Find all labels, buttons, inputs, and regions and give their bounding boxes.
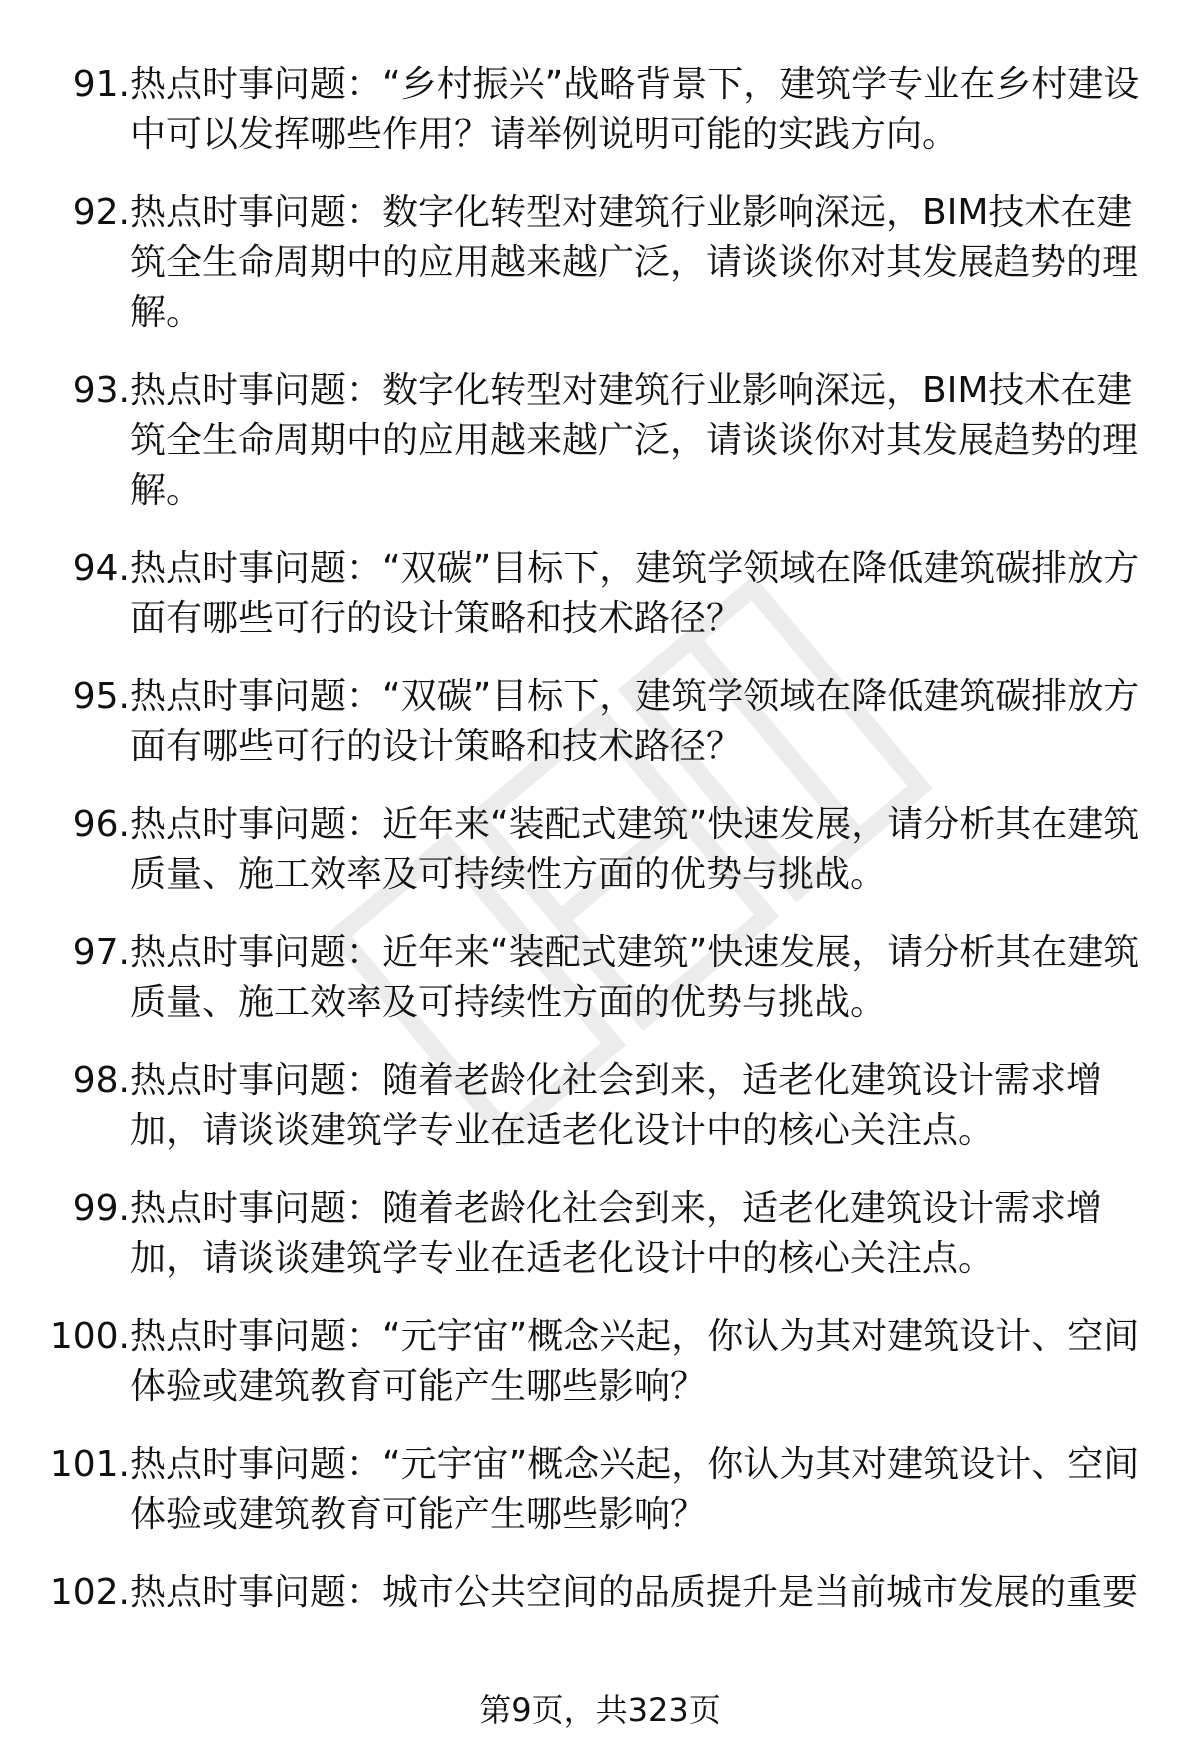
question-number: 100. bbox=[49, 1316, 130, 1357]
question-item bbox=[0, 1184, 1200, 1284]
question-number: 96. bbox=[72, 804, 130, 845]
question-number: 98. bbox=[72, 1060, 130, 1101]
question-item bbox=[0, 672, 1200, 772]
question-text: 热点时事问题：“元宇宙”概念兴起，你认为其对建筑设计、空间体验或建筑教育可能产生哪些影响？ bbox=[130, 1316, 1140, 1407]
question-item bbox=[0, 928, 1200, 1028]
page-number-label: 第9页，共323页 bbox=[479, 1691, 721, 1729]
question-number: 93. bbox=[72, 370, 130, 411]
question-number: 92. bbox=[72, 192, 130, 233]
question-text: 热点时事问题：城市公共空间的品质提升是当前城市发展的重要 bbox=[130, 1572, 1139, 1613]
question-number: 102. bbox=[49, 1572, 130, 1613]
question-item bbox=[0, 1568, 1200, 1618]
question-text: 热点时事问题：数字化转型对建筑行业影响深远，BIM技术在建筑全生命周期中的应用越来越广泛，请谈谈你对其发展趋势的理解。 bbox=[130, 370, 1139, 511]
question-text: 热点时事问题：“双碳”目标下，建筑学领域在降低建筑碳排放方面有哪些可行的设计策略和技术路径？ bbox=[130, 676, 1140, 767]
question-item bbox=[0, 60, 1200, 160]
question-item bbox=[0, 800, 1200, 900]
question-text: 热点时事问题：近年来“装配式建筑”快速发展，请分析其在建筑质量、施工效率及可持续性方面的优势与挑战。 bbox=[130, 804, 1140, 895]
question-number: 91. bbox=[72, 64, 130, 105]
question-text: 热点时事问题：数字化转型对建筑行业影响深远，BIM技术在建筑全生命周期中的应用越来越广泛，请谈谈你对其发展趋势的理解。 bbox=[130, 192, 1139, 333]
question-number: 99. bbox=[72, 1188, 130, 1229]
question-item bbox=[0, 1440, 1200, 1540]
page-footer bbox=[0, 1690, 1200, 1730]
question-text: 热点时事问题：“双碳”目标下，建筑学领域在降低建筑碳排放方面有哪些可行的设计策略和技术路径？ bbox=[130, 548, 1140, 639]
question-number: 94. bbox=[72, 548, 130, 589]
question-item bbox=[0, 544, 1200, 644]
question-text: 热点时事问题：近年来“装配式建筑”快速发展，请分析其在建筑质量、施工效率及可持续性方面的优势与挑战。 bbox=[130, 932, 1140, 1023]
question-item bbox=[0, 188, 1200, 338]
question-number: 101. bbox=[49, 1444, 130, 1485]
question-item bbox=[0, 366, 1200, 516]
question-text: 热点时事问题：“元宇宙”概念兴起，你认为其对建筑设计、空间体验或建筑教育可能产生哪些影响？ bbox=[130, 1444, 1140, 1535]
question-list bbox=[0, 60, 1200, 1646]
question-text: 热点时事问题：“乡村振兴”战略背景下，建筑学专业在乡村建设中可以发挥哪些作用？请举例说明可能的实践方向。 bbox=[130, 64, 1140, 155]
question-number: 95. bbox=[72, 676, 130, 717]
question-item bbox=[0, 1312, 1200, 1412]
question-text: 热点时事问题：随着老龄化社会到来，适老化建筑设计需求增加，请谈谈建筑学专业在适老化设计中的核心关注点。 bbox=[130, 1060, 1103, 1151]
question-number: 97. bbox=[72, 932, 130, 973]
question-item bbox=[0, 1056, 1200, 1156]
question-text: 热点时事问题：随着老龄化社会到来，适老化建筑设计需求增加，请谈谈建筑学专业在适老化设计中的核心关注点。 bbox=[130, 1188, 1103, 1279]
